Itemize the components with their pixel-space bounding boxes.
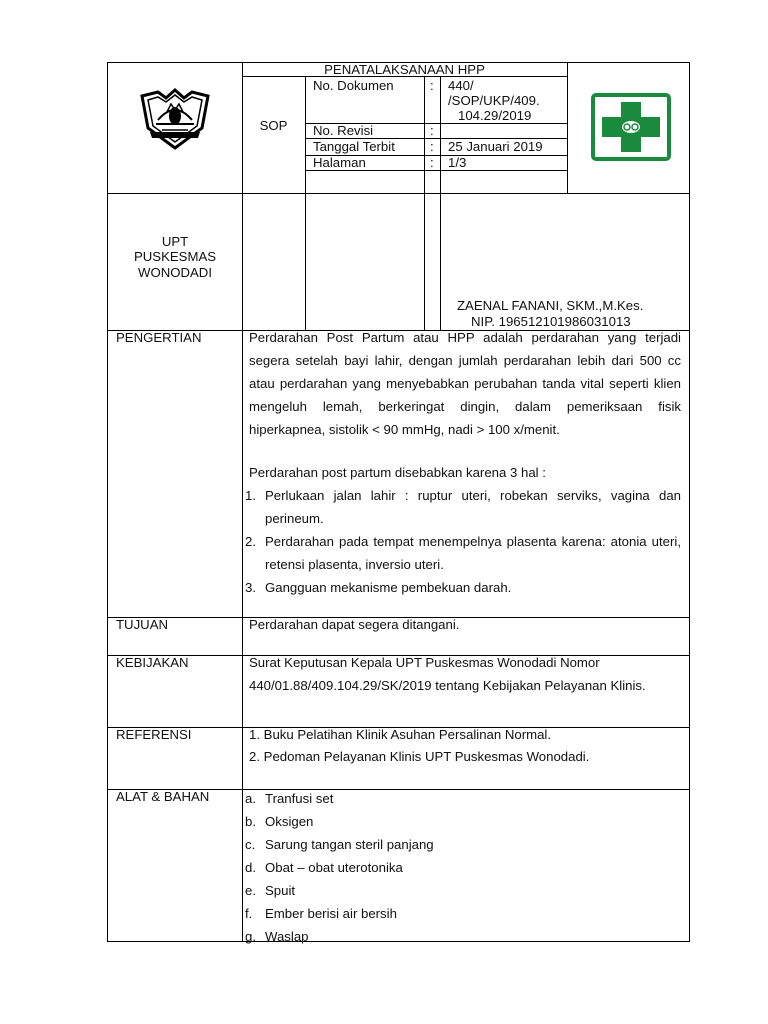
list-item [245, 856, 681, 879]
list-text: Oksigen [265, 814, 314, 829]
puskesmas-green-cross-icon [590, 92, 672, 162]
section-label-alat-bahan: ALAT & BAHAN [116, 789, 210, 804]
list-item [245, 833, 681, 856]
field-colon: : [430, 139, 434, 154]
sop-document [107, 62, 690, 942]
list-number: 1. [245, 488, 256, 503]
field-label-tanggal-terbit: Tanggal Terbit [313, 139, 395, 154]
list-item [245, 902, 681, 925]
tujuan-text: Perdarahan dapat segera ditangani. [249, 617, 460, 632]
field-value-no-dokumen-line1: 440/ [448, 78, 474, 93]
list-text: Spuit [265, 883, 296, 898]
referensi-item: 2. Pedoman Pelayanan Klinis UPT Puskesmas Wonodadi. [249, 749, 590, 764]
document-title: PENATALAKSANAAN HPP [324, 62, 485, 77]
list-letter: b. [245, 814, 256, 829]
list-text: Sarung tangan steril panjang [265, 837, 434, 852]
field-value-no-dokumen-line3: 104.29/2019 [458, 108, 532, 123]
field-colon: : [430, 155, 434, 170]
list-item [245, 925, 681, 948]
field-label-no-dokumen: No. Dokumen [313, 78, 394, 93]
list-text: Ember berisi air bersih [265, 906, 397, 921]
sop-column-rule [305, 76, 306, 330]
right-logo-column-rule [567, 62, 568, 193]
list-letter: a. [245, 791, 256, 806]
list-text: Perlukaan jalan lahir : ruptur uteri, robekan serviks, vagina dan perineum. [265, 488, 681, 526]
signatory-name: ZAENAL FANANI, SKM.,M.Kes. [457, 298, 644, 313]
list-letter: g. [245, 929, 256, 944]
list-number: 2. [245, 534, 256, 549]
pengertian-intro: Perdarahan post partum disebabkan karena 3 hal : [249, 465, 546, 480]
signatory-nip: NIP. 196512101986031013 [471, 314, 631, 329]
list-letter: f. [245, 906, 253, 921]
list-item [245, 879, 681, 902]
list-item [245, 810, 681, 833]
list-text: Waslap [265, 929, 309, 944]
sop-label: SOP [259, 118, 288, 133]
regional-emblem-icon [136, 86, 214, 152]
field-colon: : [430, 123, 434, 138]
section-label-tujuan: TUJUAN [116, 617, 169, 632]
field-value-no-dokumen-line2: /SOP/UKP/409. [448, 93, 540, 108]
list-item [245, 576, 681, 599]
list-text: Gangguan mekanisme pembekuan darah. [265, 580, 512, 595]
institution-line-3: WONODADI [138, 265, 212, 280]
institution-line-2: PUSKESMAS [133, 249, 217, 264]
pengertian-list [245, 484, 681, 599]
field-label-halaman: Halaman [313, 155, 366, 170]
referensi-item: 1. Buku Pelatihan Klinik Asuhan Persalinan Normal. [249, 727, 552, 742]
section-label-referensi: REFERENSI [116, 727, 192, 742]
section-label-kebijakan: KEBIJAKAN [116, 655, 189, 670]
kebijakan-text: Surat Keputusan Kepala UPT Puskesmas Wonodadi Nomor 440/01.88/409.104.29/SK/2019 tentang Kebijakan Pelayanan Klinis. [249, 655, 646, 693]
field-value-halaman: 1/3 [448, 155, 467, 170]
list-text: Obat – obat uterotonika [265, 860, 403, 875]
header-bottom-rule [108, 193, 689, 194]
institution-line-1: UPT [161, 234, 189, 249]
list-item [245, 484, 681, 530]
field-colon: : [430, 78, 434, 93]
list-letter: c. [245, 837, 256, 852]
list-number: 3. [245, 580, 256, 595]
logo-column-rule [242, 62, 243, 330]
list-text: Perdarahan pada tempat menempelnya plasenta karena: atonia uteri, retensi plasenta, inversio uteri. [265, 534, 681, 572]
label-column-rule [424, 76, 425, 330]
field-label-no-revisi: No. Revisi [313, 123, 374, 138]
list-item [245, 787, 681, 810]
field-value-tanggal-terbit: 25 Januari 2019 [448, 139, 543, 154]
colon-column-rule [440, 76, 441, 330]
list-letter: e. [245, 883, 256, 898]
list-text: Tranfusi set [265, 791, 334, 806]
list-letter: d. [245, 860, 256, 875]
pengertian-paragraph: Perdarahan Post Partum atau HPP adalah perdarahan yang terjadi segera setelah bayi lahir, dengan jumlah perdarahan lebih dari 500 cc atau perdarahan yang menyebabkan perubahan tanda vital seperti klien mengeluh lemah, berkeringat dingin, dalam pemeriksaan fisik hiperkapnea, sistolik < 90 mmHg, nadi > 100 x/menit. [249, 330, 681, 437]
alat-bahan-list [245, 787, 681, 948]
list-item [245, 530, 681, 576]
section-label-pengertian: PENGERTIAN [116, 330, 202, 345]
body-label-column-rule [242, 330, 243, 941]
